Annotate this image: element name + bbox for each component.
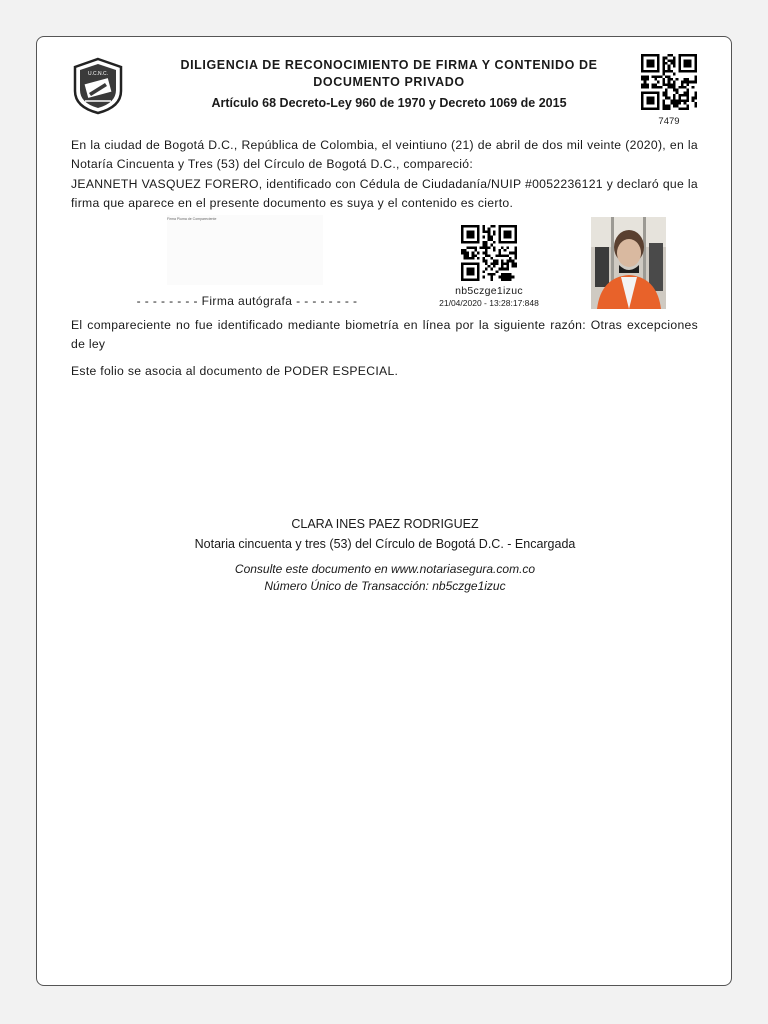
seal-text: U.C.N.C. <box>88 71 108 77</box>
notary-name: CLARA INES PAEZ RODRIGUEZ <box>291 517 479 531</box>
document-subtitle: Artículo 68 Decreto-Ley 960 de 1970 y Decreto 1069 de 2015 <box>211 96 567 110</box>
transaction-number: Número Único de Transacción: nb5czge1izuc <box>264 579 506 593</box>
signature-box-label: Firma Pluma de Compareciente <box>167 217 217 221</box>
document-page <box>36 36 732 986</box>
paragraph-folio: Este folio se asocia al documento de PODER ESPECIAL. <box>71 364 399 378</box>
qr-number: 7479 <box>658 116 680 127</box>
transaction-timestamp: 21/04/2020 - 13:28:17:848 <box>439 298 539 308</box>
notary-role: Notaria cincuenta y tres (53) del Círculo de Bogotá D.C. - Encargada <box>194 537 576 551</box>
signature-box <box>167 215 323 285</box>
notary-seal-icon <box>71 57 125 115</box>
qr-code-icon[interactable] <box>641 54 697 110</box>
qr-code-icon[interactable] <box>461 225 517 281</box>
person-photo <box>591 217 666 309</box>
signature-line-label: - - - - - - - - Firma autógrafa - - - - - - - - <box>136 294 358 308</box>
paragraph-biometrics: El compareciente no fue identificado mediante biometría en línea por la siguiente razón: Otras excepciones de ley <box>71 318 698 351</box>
consult-link[interactable]: Consulte este documento en www.notariasegura.com.co <box>234 562 536 576</box>
paragraph-declaration: JEANNETH VASQUEZ FORERO, identificado con Cédula de Ciudadanía/NUIP #0052236121 y declaró que la firma que aparece en el presente documento es suya y el contenido es cierto. <box>71 177 698 210</box>
transaction-code: nb5czge1izuc <box>455 285 523 297</box>
paragraph-appearance: En la ciudad de Bogotá D.C., República de Colombia, el veintiuno (21) de abril de dos mil veinte (2020), en la Notaría Cincuenta y Tres (53) del Círculo de Bogotá D.C., compareció: <box>71 138 698 171</box>
document-title: DILIGENCIA DE RECONOCIMIENTO DE FIRMA Y CONTENIDO DE DOCUMENTO PRIVADO <box>180 58 598 89</box>
